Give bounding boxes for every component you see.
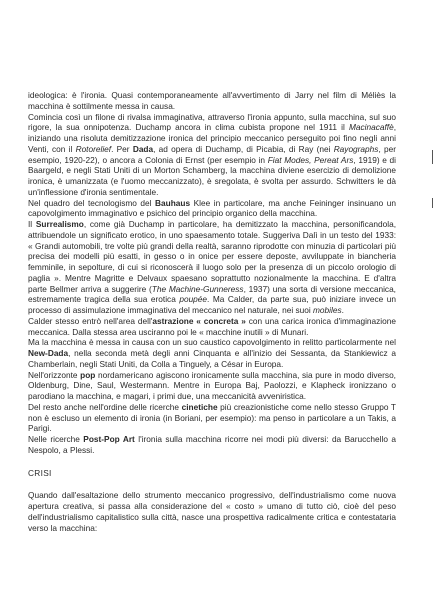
body-paragraph	[28, 316, 396, 338]
italic-title: Macinacaffè	[348, 122, 394, 133]
text-run: , ad opera di Duchamp, di Picabia, di Ray (nei	[153, 143, 334, 154]
text-run: . Per	[111, 143, 133, 154]
text-run: Ma la macchina è messa in causa con un suo caustico capovolgimento in relitto particolarmente nel	[28, 337, 396, 348]
section-title: CRISI	[28, 467, 52, 478]
text-run: . Ma Calder, da parte sua, può iniziare invece un processo di assimulazione immaginativa del meccanico nel naturale, nei suoi	[28, 294, 396, 315]
text-run: , per esempio, 1920-22), o ancora a Colonia di Ernst (per esempio in	[28, 143, 396, 165]
body-paragraph	[28, 370, 396, 402]
body-paragraph	[28, 219, 396, 316]
text-run: Klee in particolare, ma anche Feininger insinuano un capovolgimento immaginativo e psichico del principio organico della macchina.	[28, 197, 396, 219]
body-paragraph	[28, 337, 396, 369]
text-run: , come già Duchamp in particolare, ha demitizzato la macchina, personificandola, attribuendole un significato erotico, in uno spaesamento totale. Suggeriva Dalì in un testo del 1933: « Grandi automobili, tre volte più grandi della realtà, saranno riprodotte con minuzia di particolari più precisa dei modelli più esatti, in gesso o in onice per essere deposte, avviluppate in biancheria femminile, in sepolture, di cui si riconoscerà il luogo solo per la presenza di un piccolo orologio di paglia ». Mentre Magritte e Delvaux spaesano soprattutto nozionalmente la macchina. E d'altra parte Bellmer arriva a suggerire (	[28, 219, 396, 294]
margin-mark-2	[432, 198, 433, 208]
body-paragraph	[28, 402, 396, 434]
final-paragraph	[28, 490, 396, 533]
text-run: nordamericano agiscono ironicamente sulla macchina, sia pure in modo diverso, Oldenburg, Dine, Saul, Westermann. Mentre in Europa Baj, Paolozzi, e Klapheck ironizzano o parodiano la macchina, e magari, i primi due, una meccanicità avveniristica.	[28, 369, 396, 401]
text-run: ideologica: è l'ironia. Quasi contemporaneamente all'avvertimento di Jarry nel film di Méliès la macchina è sottilmente messa in causa.	[28, 90, 396, 111]
italic-title: Fiat Modes, Pereat Ars	[267, 154, 354, 165]
text-run: Nelle ricerche	[28, 434, 84, 444]
text-run: più creazionistiche come nello stesso Gruppo T non è escluso un elemento di ironia (in Boriani, per esempio): ma penso in particolare a un Takis, a Parigi.	[28, 401, 396, 434]
bold-term: astrazione « concreta »	[152, 315, 246, 326]
body-paragraph	[28, 90, 396, 112]
text-body	[28, 90, 396, 456]
italic-title: The Machine-Gunneress	[151, 283, 244, 294]
text-run: .	[341, 305, 344, 315]
italic-title: Rayographs	[333, 143, 379, 154]
italic-title: Rotorelief	[75, 143, 112, 154]
text-run: , iniziando una risoluta demitizzazione ironica del principio meccanico perseguito poi fino negli anni Venti, con il	[28, 122, 396, 154]
text-run: Quando dall'esaltazione dello strumento meccanico progressivo, dell'industrialismo come nuova apertura creativa, si passa alla considerazione del « costo » umano di tutto ciò, cioè del peso dell'industrialismo capitalistico sulla città, nasce una prospettiva radicalmente critica e contestataria verso la macchina:	[28, 490, 396, 533]
bold-term: Bauhaus	[155, 197, 191, 208]
bold-term: Surrealismo	[35, 219, 84, 229]
body-paragraph	[28, 112, 396, 198]
final-paragraph-container	[28, 490, 396, 533]
text-run: Calder stesso entrò nell'area dell'	[28, 315, 153, 326]
text-run: , 1919) e di Baargeld, e negli Stati Uniti di un Morton Schamberg, la macchina diviene esercizio di demolizione ironica, è umanizzata (e l'uomo meccanizzato), è sregolata, è svolta per assurdo. Schwitters le dà un'inflessione d'ironia sentimentale.	[28, 154, 397, 197]
bold-term: Post-Pop Art	[83, 434, 135, 444]
text-run: con una carica ironica d'immaginazione meccanica. Dalla stessa area usciranno poi le « macchine inutili » di Munari.	[28, 315, 396, 337]
bold-term: New-Dada	[28, 348, 69, 358]
text-run: Del resto anche nell'ordine delle ricerche	[28, 401, 182, 412]
italic-title: mobiles	[313, 305, 342, 315]
body-paragraph	[28, 434, 396, 456]
text-run: , 1937) una sorta di versione meccanica, estremamente tragica della sua erotica	[28, 283, 396, 305]
page-body	[28, 90, 396, 533]
text-run: , nella seconda metà degli anni Cinquanta e all'inizio dei Sessanta, da Stankiewicz a Chamberlain, negli Stati Uniti, da Colla a Tinguely, a César in Europa.	[28, 348, 396, 369]
text-run: Nell'orizzonte	[28, 369, 81, 380]
text-run: Comincia così un filone di rivalsa immaginativa, attraverso l'ironia appunto, sulla macchina, sul suo rigore, la sua onnipotenza. Duchamp ancora in clima cubista propone nel 1911 il	[28, 111, 396, 133]
bold-term: cinetiche	[181, 401, 218, 412]
body-paragraph	[28, 198, 396, 220]
text-run: Nel quadro del tecnologismo del	[28, 197, 156, 208]
italic-title: poupée	[179, 294, 208, 305]
bold-term: Dada	[132, 143, 154, 154]
text-run: l'ironia sulla macchina ricorre nei modi più diversi: da Barucchello a Nespolo, a Plessi.	[28, 434, 397, 455]
bold-term: pop	[80, 369, 96, 380]
margin-mark-1	[432, 150, 433, 164]
text-run: Il	[28, 219, 36, 229]
